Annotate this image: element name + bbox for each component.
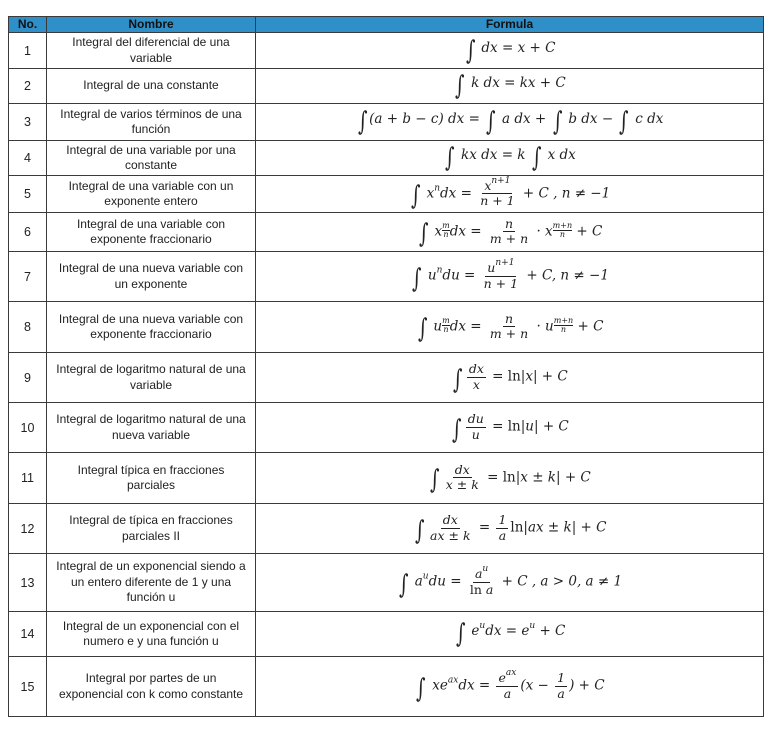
row-number: 1 <box>9 33 47 69</box>
row-number: 6 <box>9 213 47 252</box>
row-name: Integral de logaritmo natural de una nueva variable <box>47 403 256 453</box>
row-number: 5 <box>9 176 47 213</box>
table-row <box>9 302 764 353</box>
row-formula: ∫ dx = x + C <box>256 33 764 69</box>
row-formula: ∫ $a^udu$ = $\frac{a^u}{\text{ln a}}$ + C , a > 0, a ≠ 1 <box>256 554 764 612</box>
row-formula: ∫ $\frac{dx}{ax \pm k}$ = $\frac{1}{a}$ ln|ax ± k| + C <box>256 504 764 554</box>
header-no: No. <box>9 17 47 33</box>
table-row <box>9 453 764 504</box>
row-name: Integral de una nueva variable con exponente fraccionario <box>47 302 256 353</box>
row-name: Integral de un exponencial con el numero e y una función u <box>47 612 256 657</box>
row-formula: ∫ $u^ndu$ = $\frac{u^{n+1}}{n + 1}$ + C, n ≠ −1 <box>256 252 764 302</box>
table-row <box>9 554 764 612</box>
formula-table <box>8 16 764 717</box>
row-number: 11 <box>9 453 47 504</box>
table-row <box>9 403 764 453</box>
table-row <box>9 504 764 554</box>
row-number: 8 <box>9 302 47 353</box>
row-formula: ∫ $x^ndx$ = $\frac{x^{n+1}}{n + 1}$ + C , n ≠ −1 <box>256 176 764 213</box>
table-row <box>9 213 764 252</box>
row-name: Integral de una variable con exponente fraccionario <box>47 213 256 252</box>
row-number: 10 <box>9 403 47 453</box>
table-row <box>9 252 764 302</box>
row-name: Integral típica en fracciones parciales <box>47 453 256 504</box>
table-row <box>9 141 764 176</box>
row-number: 4 <box>9 141 47 176</box>
row-formula: ∫ (a + b − c) dx = ∫ a dx + ∫ b dx − ∫ c dx <box>256 104 764 141</box>
table-row <box>9 104 764 141</box>
table-row <box>9 612 764 657</box>
row-name: Integral del diferencial de una variable <box>47 33 256 69</box>
row-number: 14 <box>9 612 47 657</box>
row-name: Integral de una variable con un exponente entero <box>47 176 256 213</box>
row-formula: ∫ kx dx = k ∫ x dx <box>256 141 764 176</box>
row-name: Integral de una nueva variable con un exponente <box>47 252 256 302</box>
row-name: Integral de una constante <box>47 69 256 104</box>
row-name: Integral de logaritmo natural de una variable <box>47 353 256 403</box>
row-number: 15 <box>9 657 47 717</box>
row-number: 3 <box>9 104 47 141</box>
row-name: Integral de una variable por una constante <box>47 141 256 176</box>
row-name: Integral de un exponencial siendo a un entero diferente de 1 y una función u <box>47 554 256 612</box>
row-name: Integral de varios términos de una función <box>47 104 256 141</box>
row-name: Integral de típica en fracciones parciales II <box>47 504 256 554</box>
header-nombre: Nombre <box>47 17 256 33</box>
table-row <box>9 69 764 104</box>
row-number: 12 <box>9 504 47 554</box>
table-row <box>9 657 764 717</box>
row-formula: ∫ $e^udx = e^u + C$ <box>256 612 764 657</box>
table-row <box>9 176 764 213</box>
row-number: 13 <box>9 554 47 612</box>
row-name: Integral por partes de un exponencial con k como constante <box>47 657 256 717</box>
row-number: 9 <box>9 353 47 403</box>
row-formula: ∫ x $\frac{m}{n}$ dx = $\frac{n}{m + n}$ · x $\frac{m+n}{n}$ + C <box>256 213 764 252</box>
row-formula: ∫ $\frac{dx}{x \pm k}$ = ln|x ± k| + C <box>256 453 764 504</box>
table-row <box>9 353 764 403</box>
row-formula: ∫ k dx = kx + C <box>256 69 764 104</box>
row-formula: ∫ $\frac{du}{u}$ = ln|u| + C <box>256 403 764 453</box>
row-number: 7 <box>9 252 47 302</box>
header-row <box>9 17 764 33</box>
row-formula: ∫ u $\frac{m}{n}$ dx = $\frac{n}{m + n}$ · u $\frac{m+n}{n}$ + C <box>256 302 764 353</box>
table-row <box>9 33 764 69</box>
row-formula: ∫ $\frac{dx}{x}$ = ln|x| + C <box>256 353 764 403</box>
header-formula: Formula <box>256 17 764 33</box>
row-formula: ∫ $xe^{ax}dx$ = $e^{ax}$ a (x − $\frac{1}{a}$ ) + C <box>256 657 764 717</box>
row-number: 2 <box>9 69 47 104</box>
